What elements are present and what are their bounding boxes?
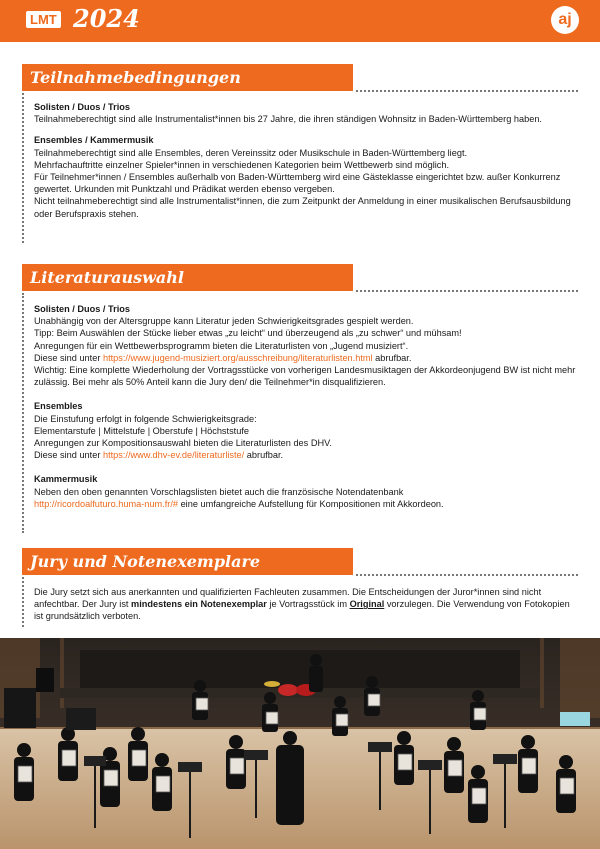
text: je Vortragsstück im — [266, 599, 350, 610]
paragraph: Für Teilnehmer*innen / Ensembles außerhalb von Baden-Württemberg wird eine Gästeklasse eingerichtet bzw. außer Konkurrenz gewertet. Urkunden mit Punktzahl und Prädikat werden ebenso vergeben. — [34, 172, 561, 195]
dotted-bracket — [22, 577, 24, 627]
paragraph — [34, 498, 576, 510]
subheading: Ensembles — [34, 401, 83, 412]
text: Die Jury setzt sich aus anerkannten und qualifizierten Fachleuten zusammen. Die Entscheidungen der Juror*innen sind nicht anfechtbar. Der Jury ist — [34, 587, 542, 610]
header-bar — [0, 0, 600, 42]
dotted-bracket — [22, 293, 24, 533]
dotted-divider — [356, 90, 578, 92]
dotted-divider — [356, 290, 578, 292]
underlined-text: Original — [349, 599, 385, 610]
paragraph: Nicht teilnahmeberechtigt sind alle Instrumentalist*innen, die zum Zeitpunkt der Anmeldung in einer musikalischen Berufsausbildung oder Berufspraxis stehen. — [34, 196, 571, 219]
paragraph: Teilnahmeberechtigt sind alle Ensembles, deren Vereinssitz oder Musikschule in Baden-Württemberg liegt. — [34, 147, 468, 158]
paragraph: Mehrfachauftritte einzelner Spieler*innen in verschiedenen Kategorien beim Wettbewerb sind möglich. — [34, 159, 450, 170]
lmt-badge: LMT — [26, 11, 61, 28]
text: vorzulegen. Die Verwendung von Fotokopien ist grundsätzlich verboten. — [34, 599, 570, 622]
paragraph: Anregungen für ein Wettbewerbsprogramm bieten die Literaturlisten von „Jugend musiziert“. — [34, 340, 409, 351]
paragraph: Wichtig: Eine komplette Wiederholung der Vortragsstücke von vorherigen Landesmusiktagen der Akkordeonjugend BW ist nicht mehr zulässig. Bei mehr als 50% Anteil kann die Jury den/ die Teilnehmer*in disqualifizieren. — [34, 365, 576, 388]
text: Diese sind unter — [34, 352, 103, 363]
paragraph: Tipp: Beim Auswählen der Stücke lieber etwas „zu leicht“ und überzeugend als „zu schwer“ und mühsam! — [34, 328, 462, 339]
paragraph — [34, 352, 576, 364]
link-jugend-musiziert[interactable]: https://www.jugend-musiziert.org/ausschreibung/literaturlisten.html — [102, 352, 373, 363]
paragraph: Neben den oben genannten Vorschlagslisten bietet auch die französische Notendatenbank — [34, 486, 404, 497]
paragraph — [34, 449, 576, 461]
subheading: Ensembles / Kammermusik — [34, 135, 154, 146]
section-body-teilnahme — [34, 101, 576, 220]
section-title: Jury und Notenexemplare — [30, 552, 261, 571]
section-heading-literatur — [22, 264, 353, 291]
paragraph: Unabhängig von der Altersgruppe kann Literatur jeden Schwierigkeitsgrades gespielt werden. — [34, 316, 414, 327]
paragraph: Anregungen zur Kompositionsauswahl bieten die Literaturlisten des DHV. — [34, 438, 332, 449]
paragraph: Elementarstufe | Mittelstufe | Oberstufe | Höchststufe — [34, 425, 249, 436]
section-title: Teilnahmebedingungen — [30, 68, 241, 87]
section-heading-jury — [22, 548, 353, 575]
link-ricordo[interactable]: http://ricordoalfuturo.huma-num.fr/# — [34, 498, 179, 509]
text: Diese sind unter — [34, 450, 103, 461]
text: abrufbar. — [372, 352, 412, 363]
paragraph: Teilnahmeberechtigt sind alle Instrumentalist*innen bis 27 Jahre, die ihren ständigen Wohnsitz in Baden-Württemberg haben. — [34, 114, 542, 125]
text: eine umfangreiche Aufstellung für Kompositionen mit Akkordeon. — [178, 498, 444, 509]
section-body-literatur — [34, 303, 576, 510]
dotted-divider — [356, 574, 578, 576]
subheading: Kammermusik — [34, 474, 98, 485]
aj-logo: aj — [551, 6, 579, 34]
bold-text: mindestens ein Notenexemplar — [131, 599, 267, 610]
subheading: Solisten / Duos / Trios — [34, 304, 130, 314]
link-dhv[interactable]: https://www.dhv-ev.de/literaturliste/ — [102, 450, 245, 461]
paragraph: Die Einstufung erfolgt in folgende Schwierigkeitsgrade: — [34, 413, 257, 424]
orchestra-photo — [0, 638, 600, 849]
text: abrufbar. — [244, 450, 284, 461]
section-body-jury — [34, 586, 576, 623]
orchestra-illustration — [0, 638, 600, 849]
section-title: Literaturauswahl — [30, 268, 185, 287]
subheading: Solisten / Duos / Trios — [34, 102, 130, 112]
dotted-bracket — [22, 93, 24, 243]
section-heading-teilnahme — [22, 64, 353, 91]
paragraph — [34, 586, 576, 623]
header-year: 2024 — [73, 4, 140, 33]
